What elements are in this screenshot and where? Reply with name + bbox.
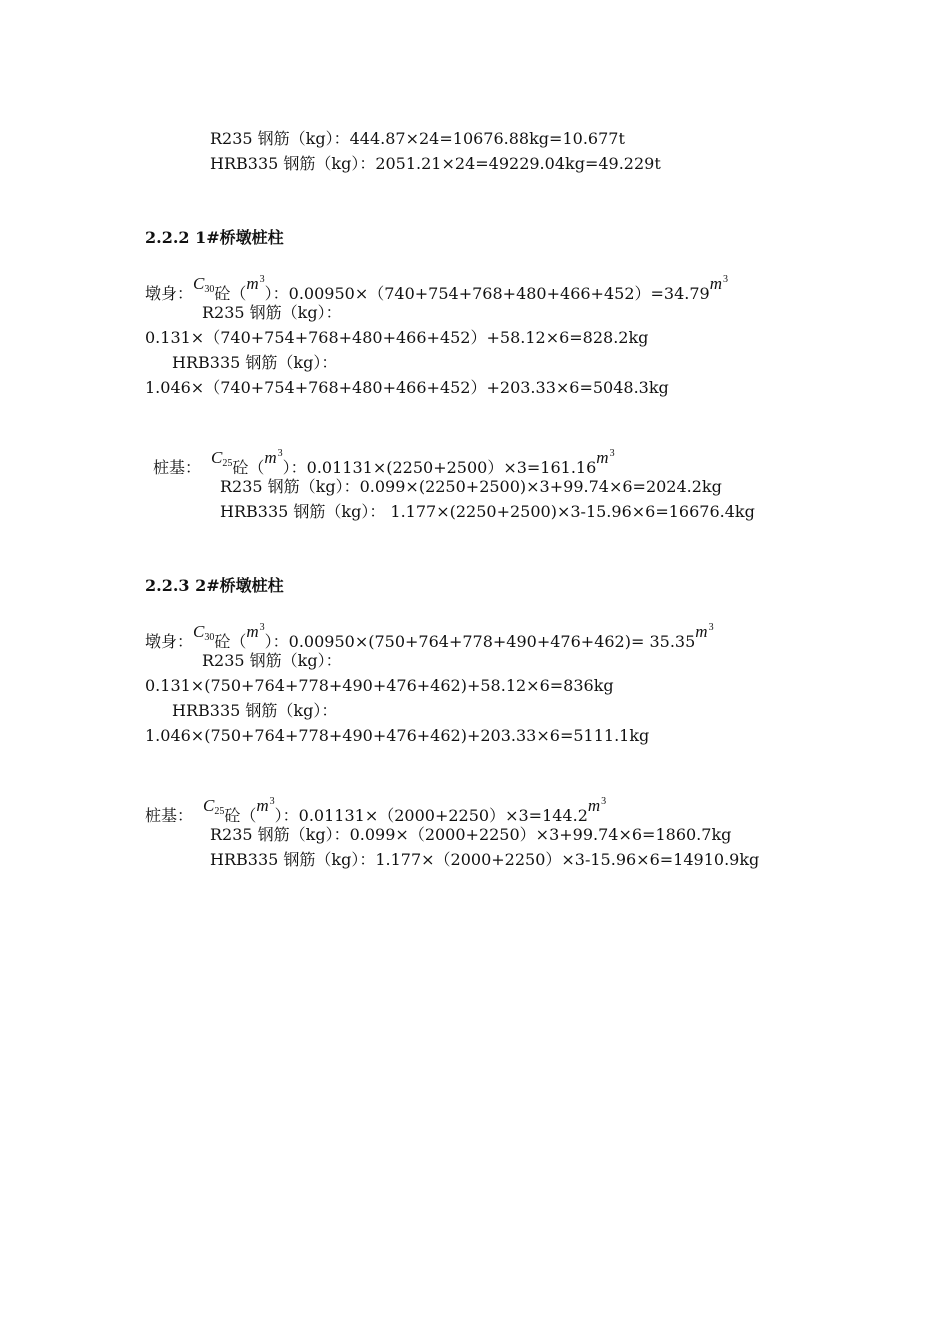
- s1-pile-hrb335: HRB335 钢筋（kg）： 1.177×(2250+2500)×3-15.96×6=16676.4kg: [220, 502, 755, 521]
- s1-pile-grade: $C_{25}$: [211, 448, 233, 469]
- s1-pile-formula: ）：0.01131×(2250+2500）×3=161.16: [282, 458, 597, 477]
- s2-unit-m3-d: $m^3$: [587, 796, 607, 815]
- s2-pile-label: 桩基：: [145, 806, 194, 825]
- s1-pile-r235: R235 钢筋（kg）：0.099×(2250+2500)×3+99.74×6=2024.2kg: [220, 477, 722, 496]
- s2-pile-formula: ）：0.01131×（2000+2250）×3=144.2: [274, 806, 588, 825]
- s1-pier-label: 墩身：: [145, 284, 194, 303]
- s2-pile-hrb335: HRB335 钢筋（kg）：1.177×（2000+2250）×3-15.96×6=14910.9kg: [210, 850, 760, 869]
- s1-pier-hrb335-label: HRB335 钢筋（kg）：: [172, 353, 338, 372]
- s1-pier-hrb335-formula: 1.046×（740+754+768+480+466+452）+203.33×6=5048.3kg: [145, 378, 669, 397]
- s2-pile-r235: R235 钢筋（kg）：0.099×（2000+2250）×3+99.74×6=1860.7kg: [210, 825, 732, 844]
- s1-pier-formula: ）：0.00950×（740+754+768+480+466+452）=34.79: [264, 284, 710, 303]
- s1-pier-grade: $C_{30}$: [193, 274, 215, 295]
- s2-pier-label: 墩身：: [145, 632, 194, 651]
- s2-unit-m3-c: $m^3$: [256, 796, 275, 815]
- s1-pile-concrete-line: 桩基：$C_{25}$砼$(m^3)$：$0.01131\times(2250+2500)\times 3=161.16m^3$: [153, 444, 615, 478]
- s2-pier-r235-label: R235 钢筋（kg）：: [202, 651, 342, 670]
- s2-pier-concrete-line: 墩身：$C_{30}$砼$(m^3)$：$0.00950\times(750+764+778+490+476+462)= 35.35m^3$: [145, 618, 714, 652]
- s1-unit-m3-a: $m^3$: [246, 274, 265, 293]
- s1-unit-m3-c: $m^3$: [264, 448, 283, 467]
- s1-unit-m3-d: $m^3$: [596, 448, 615, 467]
- s2-unit-m3-b: $m^3$: [695, 622, 714, 641]
- s2-pier-grade: $C_{30}$: [193, 622, 215, 643]
- prev-hrb335-line: HRB335 钢筋（kg）：2051.21×24=49229.04kg=49.229t: [210, 154, 661, 173]
- s2-pier-hrb335-formula: 1.046×(750+764+778+490+476+462)+203.33×6=5111.1kg: [145, 726, 650, 745]
- s2-pier-r235-formula: 0.131×(750+764+778+490+476+462)+58.12×6=836kg: [145, 676, 614, 695]
- s2-pile-grade: $C_{25}$: [203, 796, 225, 817]
- section-heading-2: 2.2.3 2#桥墩桩柱: [145, 576, 284, 595]
- s1-pier-r235-label: R235 钢筋（kg）：: [202, 303, 342, 322]
- s1-pier-concrete-line: 墩身：$C_{30}$砼$(m^3)$：$0.00950\times(740+754+768+480+466+452)=34.79m^3$: [145, 270, 728, 304]
- s1-pile-label: 桩基：: [153, 458, 202, 477]
- prev-r235-line: R235 钢筋（kg）：444.87×24=10676.88kg=10.677t: [210, 129, 625, 148]
- s2-unit-m3-a: $m^3$: [246, 622, 265, 641]
- section-heading-1: 2.2.2 1#桥墩桩柱: [145, 228, 284, 247]
- s1-pier-r235-formula: 0.131×（740+754+768+480+466+452）+58.12×6=828.2kg: [145, 328, 649, 347]
- s1-unit-m3-b: $m^3$: [709, 274, 728, 293]
- s2-pile-concrete-line: 桩基：$C_{25}$砼$(m^3)$：$0.01131\times(2000+2250)\times 3=144.2m^3$: [145, 792, 606, 826]
- s2-pier-hrb335-label: HRB335 钢筋（kg）：: [172, 701, 338, 720]
- s2-pier-formula: ）：0.00950×(750+764+778+490+476+462)= 35.35: [264, 632, 696, 651]
